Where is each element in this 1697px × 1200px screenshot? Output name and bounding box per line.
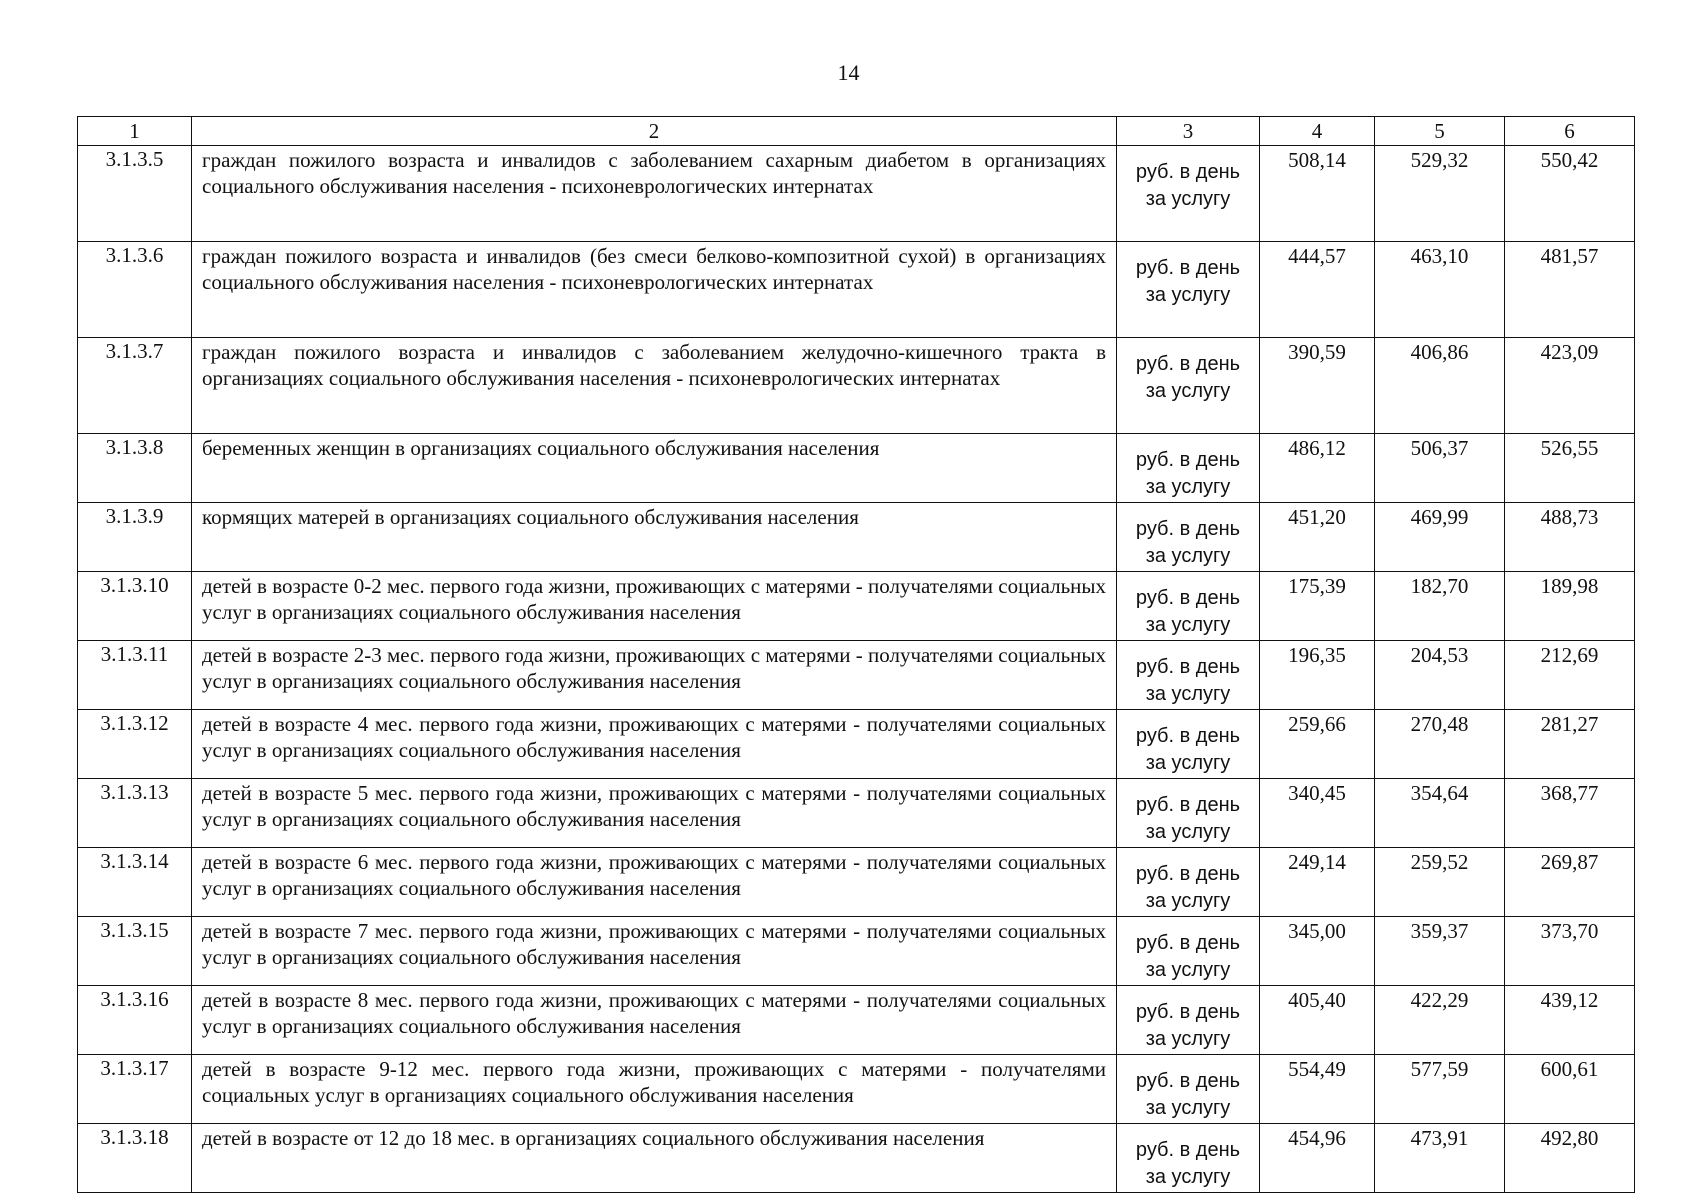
unit-line-2: за услугу — [1145, 545, 1231, 567]
row-description: граждан пожилого возраста и инвалидов (без смеси белково-композитной сухой) в организациях социального обслуживания населения - психоневрологических интернатах — [192, 242, 1117, 338]
table-row — [78, 338, 1635, 434]
unit-line-1: руб. в день — [1135, 1139, 1241, 1161]
row-value-col6: 439,12 — [1505, 986, 1635, 1055]
table-row — [78, 1124, 1635, 1193]
unit-line-1: руб. в день — [1135, 257, 1241, 279]
row-value-col5: 529,32 — [1375, 146, 1505, 242]
unit-line-2: за услугу — [1145, 821, 1231, 843]
row-code: 3.1.3.8 — [78, 434, 192, 503]
row-value-col6: 600,61 — [1505, 1055, 1635, 1124]
table-row — [78, 779, 1635, 848]
row-code: 3.1.3.17 — [78, 1055, 192, 1124]
unit-line-2: за услугу — [1145, 683, 1231, 705]
row-value-col5: 506,37 — [1375, 434, 1505, 503]
row-value-col4: 554,49 — [1260, 1055, 1375, 1124]
row-description: детей в возрасте 4 мес. первого года жизни, проживающих с матерями - получателями социальных услуг в организациях социального обслуживания населения — [192, 710, 1117, 779]
row-value-col5: 469,99 — [1375, 503, 1505, 572]
row-value-col4: 486,12 — [1260, 434, 1375, 503]
unit-line-2: за услугу — [1145, 1097, 1231, 1119]
table-row — [78, 242, 1635, 338]
unit-line-1: руб. в день — [1135, 449, 1241, 471]
row-value-col6: 281,27 — [1505, 710, 1635, 779]
unit-line-1: руб. в день — [1135, 353, 1241, 375]
unit-line-2: за услугу — [1145, 752, 1231, 774]
row-unit — [1117, 848, 1260, 917]
unit-line-2: за услугу — [1145, 1028, 1231, 1050]
row-value-col5: 406,86 — [1375, 338, 1505, 434]
unit-line-2: за услугу — [1145, 380, 1231, 402]
row-description: граждан пожилого возраста и инвалидов с заболеванием сахарным диабетом в организациях социального обслуживания населения - психоневрологических интернатах — [192, 146, 1117, 242]
row-value-col5: 182,70 — [1375, 572, 1505, 641]
row-description: детей в возрасте 2-3 мес. первого года жизни, проживающих с матерями - получателями социальных услуг в организациях социального обслуживания населения — [192, 641, 1117, 710]
row-value-col6: 488,73 — [1505, 503, 1635, 572]
row-value-col6: 189,98 — [1505, 572, 1635, 641]
page-number: 14 — [837, 60, 860, 85]
row-value-col6: 269,87 — [1505, 848, 1635, 917]
table-row — [78, 986, 1635, 1055]
row-code: 3.1.3.18 — [78, 1124, 192, 1193]
row-code: 3.1.3.14 — [78, 848, 192, 917]
row-unit — [1117, 434, 1260, 503]
table-row — [78, 848, 1635, 917]
table-row — [78, 917, 1635, 986]
row-value-col4: 345,00 — [1260, 917, 1375, 986]
row-value-col5: 422,29 — [1375, 986, 1505, 1055]
row-unit — [1117, 572, 1260, 641]
unit-line-1: руб. в день — [1135, 518, 1241, 540]
row-value-col4: 508,14 — [1260, 146, 1375, 242]
row-code: 3.1.3.7 — [78, 338, 192, 434]
row-code: 3.1.3.15 — [78, 917, 192, 986]
row-value-col4: 175,39 — [1260, 572, 1375, 641]
row-value-col6: 373,70 — [1505, 917, 1635, 986]
row-description: беременных женщин в организациях социального обслуживания населения — [192, 434, 1117, 503]
unit-line-2: за услугу — [1145, 890, 1231, 912]
unit-line-1: руб. в день — [1135, 863, 1241, 885]
row-code: 3.1.3.16 — [78, 986, 192, 1055]
row-description: детей в возрасте 7 мес. первого года жизни, проживающих с матерями - получателями социальных услуг в организациях социального обслуживания населения — [192, 917, 1117, 986]
header-col-1: 1 — [78, 117, 192, 146]
row-value-col4: 249,14 — [1260, 848, 1375, 917]
table-row — [78, 710, 1635, 779]
row-description: детей в возрасте 8 мес. первого года жизни, проживающих с матерями - получателями социальных услуг в организациях социального обслуживания населения — [192, 986, 1117, 1055]
unit-line-1: руб. в день — [1135, 656, 1241, 678]
row-code: 3.1.3.6 — [78, 242, 192, 338]
row-value-col6: 492,80 — [1505, 1124, 1635, 1193]
header-col-4: 4 — [1260, 117, 1375, 146]
row-value-col4: 451,20 — [1260, 503, 1375, 572]
row-code: 3.1.3.11 — [78, 641, 192, 710]
row-value-col4: 405,40 — [1260, 986, 1375, 1055]
row-unit — [1117, 917, 1260, 986]
row-value-col5: 473,91 — [1375, 1124, 1505, 1193]
row-description: детей в возрасте 6 мес. первого года жизни, проживающих с матерями - получателями социальных услуг в организациях социального обслуживания населения — [192, 848, 1117, 917]
row-value-col4: 454,96 — [1260, 1124, 1375, 1193]
row-value-col5: 354,64 — [1375, 779, 1505, 848]
row-description: кормящих матерей в организациях социального обслуживания населения — [192, 503, 1117, 572]
row-unit — [1117, 503, 1260, 572]
row-value-col4: 340,45 — [1260, 779, 1375, 848]
row-value-col6: 212,69 — [1505, 641, 1635, 710]
table-body — [78, 146, 1635, 1193]
unit-line-2: за услугу — [1145, 614, 1231, 636]
row-value-col5: 270,48 — [1375, 710, 1505, 779]
row-value-col4: 390,59 — [1260, 338, 1375, 434]
row-code: 3.1.3.9 — [78, 503, 192, 572]
header-col-2: 2 — [192, 117, 1117, 146]
row-unit — [1117, 641, 1260, 710]
table-row — [78, 1055, 1635, 1124]
row-unit — [1117, 710, 1260, 779]
header-col-6: 6 — [1505, 117, 1635, 146]
row-value-col5: 259,52 — [1375, 848, 1505, 917]
tariff-table — [77, 116, 1635, 1193]
unit-line-2: за услугу — [1145, 284, 1231, 306]
unit-line-2: за услугу — [1145, 1166, 1231, 1188]
row-description: детей в возрасте 5 мес. первого года жизни, проживающих с матерями - получателями социальных услуг в организациях социального обслуживания населения — [192, 779, 1117, 848]
row-description: детей в возрасте 9-12 мес. первого года жизни, проживающих с матерями - получателями социальных услуг в организациях социального обслуживания населения — [192, 1055, 1117, 1124]
unit-line-1: руб. в день — [1135, 1001, 1241, 1023]
table-header — [78, 117, 1635, 146]
row-unit — [1117, 779, 1260, 848]
table-row — [78, 572, 1635, 641]
unit-line-1: руб. в день — [1135, 794, 1241, 816]
row-value-col5: 204,53 — [1375, 641, 1505, 710]
unit-line-1: руб. в день — [1135, 161, 1241, 183]
row-code: 3.1.3.5 — [78, 146, 192, 242]
row-code: 3.1.3.13 — [78, 779, 192, 848]
row-unit — [1117, 1055, 1260, 1124]
row-value-col6: 423,09 — [1505, 338, 1635, 434]
row-value-col4: 259,66 — [1260, 710, 1375, 779]
unit-line-2: за услугу — [1145, 959, 1231, 981]
unit-line-2: за услугу — [1145, 476, 1231, 498]
row-value-col6: 550,42 — [1505, 146, 1635, 242]
row-unit — [1117, 986, 1260, 1055]
row-description: граждан пожилого возраста и инвалидов с заболеванием желудочно-кишечного тракта в организациях социального обслуживания населения - психоневрологических интернатах — [192, 338, 1117, 434]
row-unit — [1117, 242, 1260, 338]
row-unit — [1117, 146, 1260, 242]
row-value-col4: 196,35 — [1260, 641, 1375, 710]
unit-line-1: руб. в день — [1135, 932, 1241, 954]
row-value-col4: 444,57 — [1260, 242, 1375, 338]
unit-line-1: руб. в день — [1135, 587, 1241, 609]
row-value-col5: 359,37 — [1375, 917, 1505, 986]
row-value-col5: 463,10 — [1375, 242, 1505, 338]
row-unit — [1117, 338, 1260, 434]
unit-line-1: руб. в день — [1135, 725, 1241, 747]
table-row — [78, 434, 1635, 503]
table-row — [78, 146, 1635, 242]
row-value-col6: 481,57 — [1505, 242, 1635, 338]
row-value-col6: 526,55 — [1505, 434, 1635, 503]
row-unit — [1117, 1124, 1260, 1193]
row-description: детей в возрасте от 12 до 18 мес. в организациях социального обслуживания населения — [192, 1124, 1117, 1193]
row-value-col5: 577,59 — [1375, 1055, 1505, 1124]
row-value-col6: 368,77 — [1505, 779, 1635, 848]
table-row — [78, 641, 1635, 710]
header-col-3: 3 — [1117, 117, 1260, 146]
row-description: детей в возрасте 0-2 мес. первого года жизни, проживающих с матерями - получателями социальных услуг в организациях социального обслуживания населения — [192, 572, 1117, 641]
header-col-5: 5 — [1375, 117, 1505, 146]
row-code: 3.1.3.12 — [78, 710, 192, 779]
table-row — [78, 503, 1635, 572]
unit-line-1: руб. в день — [1135, 1070, 1241, 1092]
row-code: 3.1.3.10 — [78, 572, 192, 641]
unit-line-2: за услугу — [1145, 188, 1231, 210]
